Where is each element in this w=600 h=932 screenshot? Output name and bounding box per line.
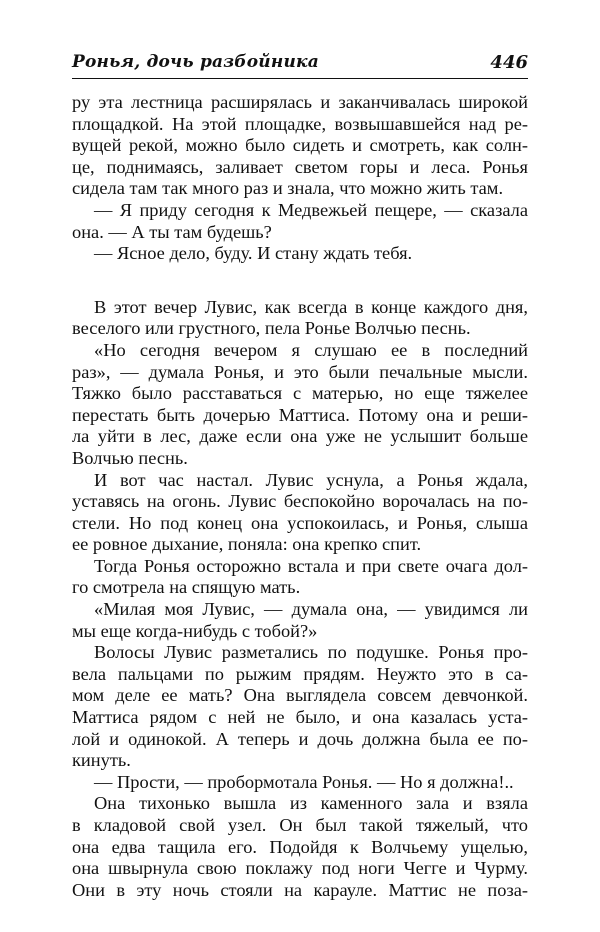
paragraph xyxy=(72,243,528,265)
text-line: стели. Но под конец она успокоилась, и Ронья, слыша xyxy=(72,512,528,533)
text-line: Тяжко было расставаться с матерью, но еще тяжелее xyxy=(72,383,528,404)
text-line: сидела там так много раз и знала, что можно жить там. xyxy=(72,178,504,199)
text-line: В этот вечер Лувис, как всегда в конце каждого дня, xyxy=(94,296,528,317)
text-line: Тогда Ронья осторожно встала и при свете очага дол- xyxy=(94,555,528,576)
header-rule xyxy=(72,78,528,79)
text-line: перестать быть дочерью Маттиса. Потому она и реши- xyxy=(72,404,528,425)
text-line: — Я приду сегодня к Медвежьей пещере, — сказала xyxy=(94,199,528,220)
page-header xyxy=(72,50,528,80)
text-line: мом деле ее мать? Она выглядела совсем девчонкой. xyxy=(72,685,528,706)
text-line: раз», — думала Ронья, и это были печальные мысли. xyxy=(72,361,528,382)
text-line: ру эта лестница расширялась и заканчивалась широкой xyxy=(72,92,528,112)
text-line: мы еще когда-нибудь с тобой?» xyxy=(72,620,318,641)
text-line: — Прости, — пробормотала Ронья. — Но я должна!.. xyxy=(94,771,514,792)
text-line: го смотрела на спящую мать. xyxy=(72,577,301,598)
paragraph xyxy=(72,297,528,340)
text-line: площадкой. На этой площадке, возвышавшейся над ре- xyxy=(72,113,528,134)
text-line: вела пальцами по рыжим прядям. Неужто это в са- xyxy=(72,663,528,684)
paragraph xyxy=(72,340,528,470)
page-number: 446 xyxy=(490,52,528,73)
text-line: Волосы Лувис разметались по подушке. Ронья про- xyxy=(94,642,528,663)
section-break xyxy=(72,265,528,297)
text-line: Маттиса рядом с ней не было, и она казалась уста- xyxy=(72,707,528,728)
running-title: Ронья, дочь разбойника xyxy=(72,52,319,72)
text-line: Волчью песнь. xyxy=(72,447,188,468)
text-line: «Но сегодня вечером я слушаю ее в последний xyxy=(94,339,528,360)
text-line: лой и одинокой. А теперь и дочь должна была ее по- xyxy=(72,728,528,749)
text-line: вущей рекой, можно было сидеть и смотреть, как солн- xyxy=(72,135,528,156)
text-line: ла уйти в лес, даже если она уже не услышит больше xyxy=(72,426,528,447)
paragraph xyxy=(72,772,528,794)
paragraph xyxy=(72,793,528,901)
text-line: она едва тащила его. Подойдя к Волчьему ущелью, xyxy=(72,836,528,857)
paragraph xyxy=(72,92,528,200)
text-line: Они в эту ночь стояли на карауле. Маттис не поза- xyxy=(72,879,528,900)
text-line: она швырнула свою поклажу под ноги Чегге и Чурму. xyxy=(72,858,528,879)
text-line: И вот час настал. Лувис уснула, а Ронья ждала, xyxy=(94,469,528,490)
text-line: «Милая моя Лувис, — думала она, — увидимся ли xyxy=(94,599,528,620)
text-line: це, поднимаясь, заливает светом горы и леса. Ронья xyxy=(72,156,528,177)
text-line: веселого или грустного, пела Ронье Волчью песнь. xyxy=(72,318,471,339)
text-line: — Ясное дело, буду. И стану ждать тебя. xyxy=(94,243,413,264)
text-line: она. — А ты там будешь? xyxy=(72,221,272,242)
text-line: ее ровное дыхание, поняла: она крепко спит. xyxy=(72,534,422,555)
text-line: кинуть. xyxy=(72,750,131,771)
text-line: в кладовой свой узел. Он был такой тяжелый, что xyxy=(72,815,528,835)
paragraph xyxy=(72,599,528,642)
paragraph xyxy=(72,642,528,772)
paragraph xyxy=(72,470,528,556)
text-line: Она тихонько вышла из каменного зала и взяла xyxy=(94,793,528,814)
paragraph xyxy=(72,556,528,599)
paragraph xyxy=(72,200,528,243)
body-text xyxy=(72,92,528,901)
text-line: уставясь на огонь. Лувис беспокойно ворочалась на по- xyxy=(72,491,528,512)
